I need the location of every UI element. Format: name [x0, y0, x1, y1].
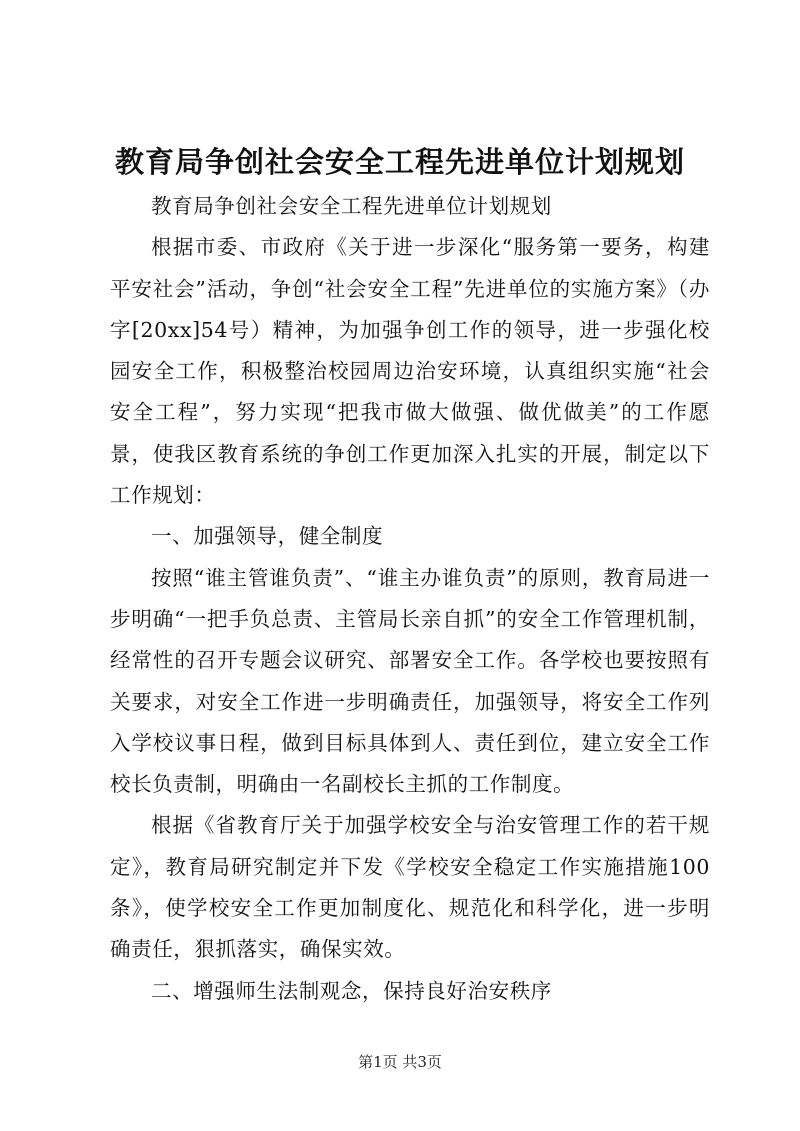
page-footer: 第1页 共3页 [358, 1053, 442, 1071]
subtitle-paragraph: 教育局争创社会安全工程先进单位计划规划 [151, 194, 552, 218]
body-paragraph: 按照“谁主管谁负责”、“谁主办谁负责”的原则，教育局进一步明确“一把手负总责、主管局长亲自抓”的安全工作管理机制，经常性的召开专题会议研究、部署安全工作。各学校也要按照有关要求，对安全工作进一步明确责任，加强领导，将安全工作列入学校议事日程，做到目标具体到人、责任到位，建立安全工作校长负责制，明确由一名副校长主抓的工作制度。 [110, 565, 710, 797]
intro-paragraph: 根据市委、市政府《关于进一步深化“服务第一要务，构建平安社会”活动，争创“社会安全工程”先进单位的实施方案》（办字[20xx]54号）精神，为加强争创工作的领导，进一步强化校园安全工作，积极整治校园周边治安环境，认真组织实施“社会安全工程”，努力实现“把我市做大做强、做优做美”的工作愿景，使我区教育系统的争创工作更加深入扎实的开展，制定以下工作规划： [110, 235, 710, 508]
body-paragraph: 根据《省教育厅关于加强学校安全与治安管理工作的若干规定》，教育局研究制定并下发《学校安全稳定工作实施措施100条》，使学校安全工作更加制度化、规范化和科学化，进一步明确责任，狠抓落实，确保实效。 [110, 813, 710, 962]
section-heading-2: 二、增强师生法制观念，保持良好治安秩序 [151, 978, 552, 1003]
document-body [110, 186, 710, 1012]
section-heading-1: 一、加强领导，健全制度 [151, 524, 384, 549]
document-title: 教育局争创社会安全工程先进单位计划规划 [114, 145, 685, 179]
